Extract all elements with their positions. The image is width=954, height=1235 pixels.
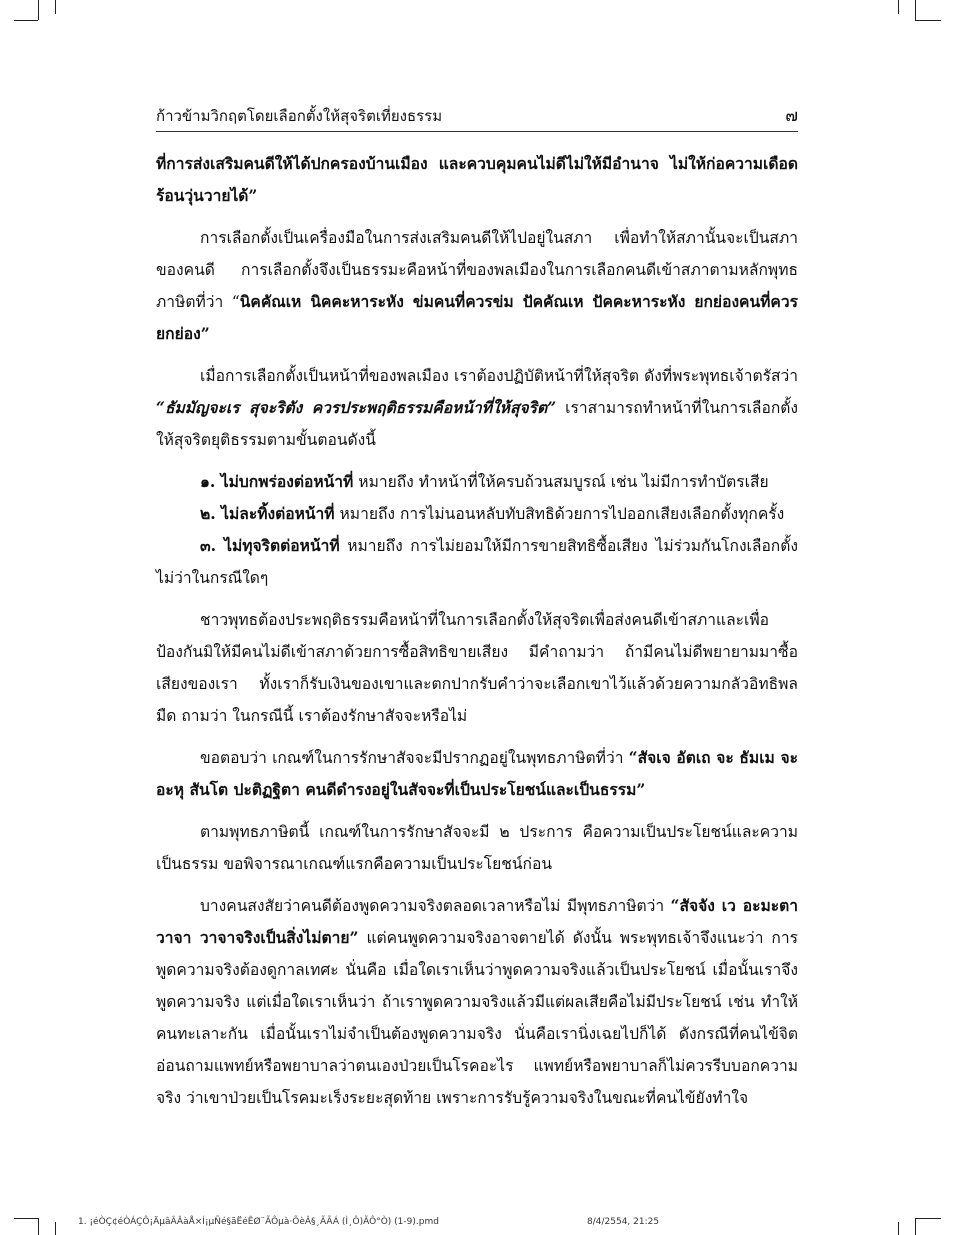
list-item-heading: ๒. ไม่ละทิ้งต่อหน้าที่: [200, 504, 335, 523]
list-item-1: [156, 466, 798, 498]
list-item-heading: ๓. ไม่ทุจริตต่อหน้าที่: [200, 536, 340, 555]
crop-mark: [915, 0, 916, 20]
paragraph-text: ขอตอบว่า เกณฑ์ในการรักษาสัจจะมีปรากฏอยู่ในพุทธภาษิตที่ว่า: [200, 749, 629, 767]
list-item-text: หมายถึง การไม่นอนหลับทับสิทธิด้วยการไปออกเสียงเลือกตั้งทุกครั้ง: [334, 505, 785, 523]
paragraph-text: การเลือกตั้งเป็นเครื่องมือในการส่งเสริมคนดีให้ไปอยู่ในสภา เพื่อทำให้สภานั้นจะเป็นสภาของคนดี การเลือกตั้งจึงเป็นธรรมะคือหน้าที่ของพลเมืองในการเลือกคนดีเข้าสภาตามหลักพุทธภาษิตที่ว่า “: [156, 229, 798, 311]
footer-date: 8/4/2554, 21:25: [587, 1217, 660, 1227]
list-item-text: หมายถึง ทำหน้าที่ให้ครบถ้วนสมบูรณ์ เช่น ไม่มีการทำบัตรเสีย: [353, 473, 769, 491]
body-text: [156, 148, 798, 1124]
footer-filename: 1. ¡éÒÇ¢éÒÁÇÔ¡ÄµâÂÂàÅ×Í¡µÑé§ãËéÊØ¨ÃÔµà·ÕèÂ§¸ÃÃÁ (Ì¸Ô)ÃÔ°Ò) (1-9).pmd: [78, 1217, 439, 1227]
bold-quote: “สัจจัง เว อะมะตา วาจา วาจาจริงเป็นสิ่งไม่ตาย”: [156, 896, 798, 947]
paragraph-7: [156, 890, 798, 1114]
crop-mark: [38, 1218, 39, 1235]
list-item-3: [156, 530, 798, 594]
paragraph-text: บางคนสงสัยว่าคนดีต้องพูดความจริงตลอดเวลาหรือไม่ มีพุทธภาษิตว่า: [200, 897, 671, 915]
crop-mark: [14, 1218, 38, 1219]
paragraph-text: ชาวพุทธต้องประพฤติธรรมคือหน้าที่ในการเลือกตั้งให้สุจริตเพื่อส่งคนดีเข้าสภาและเพื่อป้องกันมิให้มีคนไม่ดีเข้าสภาด้วยการซื้อสิทธิขายเสียง มีคำถามว่า ถ้ามีคนไม่ดีพยายามมาซื้อเสียงของเรา ทั้งเราก็รับเงินของเขาและตกปากรับคำว่าจะเลือกเขาไว้แล้วด้วยความกลัวอิทธิพลมืด ถามว่า ในกรณีนี้ เราต้องรักษาสัจจะหรือไม่: [156, 611, 798, 725]
crop-mark: [14, 20, 38, 21]
running-head: [156, 106, 798, 132]
bold-italic-quote: “ธัมมัญจะเร สุจะริตัง ควรประพฤติธรรมคือหน้าที่ให้สุจริต”: [156, 398, 557, 417]
paragraph-2: [156, 222, 798, 350]
bold-quote: ที่การส่งเสริมคนดีให้ได้ปกครองบ้านเมือง และควบคุมคนไม่ดีไม่ให้มีอำนาจ ไม่ให้ก่อความเดือดร้อนวุ่นวายได้”: [156, 154, 798, 205]
crop-mark: [55, 0, 56, 14]
page-number: ๗: [785, 106, 798, 126]
bold-quote: นิคคัณเห นิคคะหาระหัง ข่มคนที่ควรข่ม ปัคคัณเห ปัคคะหาระหัง ยกย่องคนที่ควรยกย่อง”: [156, 292, 798, 343]
crop-mark: [55, 1222, 56, 1235]
paragraph-6: [156, 816, 798, 880]
running-head-title: ก้าวข้ามวิกฤตโดยเลือกตั้งให้สุจริตเที่ยงธรรม: [156, 107, 443, 125]
crop-mark: [915, 20, 941, 21]
paragraph-text: แต่คนพูดความจริงอาจตายได้ ดังนั้น พระพุทธเจ้าจึงแนะว่า การพูดความจริงต้องดูกาลเทศะ นั่นคือ เมื่อใดเราเห็นว่าพูดความจริงแล้วเป็นประโยชน์ เมื่อนั้นเราจึงพูดความจริง แต่เมื่อใดเราเห็นว่า ถ้าเราพูดความจริงแล้วมีแต่ผลเสียคือไม่มีประโยชน์ เช่น ทำให้คนทะเลาะกัน เมื่อนั้นเราไม่จำเป็นต้องพูดความจริง นั่นคือเรานิ่งเฉยไปก็ได้ ดังกรณีที่คนไข้จิตอ่อนถามแพทย์หรือพยาบาลว่าตนเองป่วยเป็นโรคอะไร แพทย์หรือพยาบาลก็ไม่ควรรีบบอกความจริง ว่าเขาป่วยเป็นโรคมะเร็งระยะสุดท้าย เพราะการรับรู้ความจริงในขณะที่คนไข้ยังทำใจ: [156, 929, 798, 1107]
crop-mark: [915, 1218, 916, 1235]
bold-quote: “สัจเจ อัตเถ จะ ธัมเม จะ อะหุ สันโต ปะติฏฐิตา คนดีดำรงอยู่ในสัจจะที่เป็นประโยชน์และเป็นธรรม”: [156, 748, 798, 799]
paragraph-text: เมื่อการเลือกตั้งเป็นหน้าที่ของพลเมือง เราต้องปฏิบัติหน้าที่ให้สุจริต ดังที่พระพุทธเจ้าตรัสว่า: [200, 367, 798, 385]
crop-mark: [38, 0, 39, 20]
paragraph-1: [156, 148, 798, 212]
crop-mark: [898, 0, 899, 14]
crop-mark: [915, 1218, 941, 1219]
paragraph-4: [156, 604, 798, 732]
paragraph-3: [156, 360, 798, 456]
paragraph-5: [156, 742, 798, 806]
crop-mark: [898, 1222, 899, 1235]
list-item-2: [156, 498, 798, 530]
list-item-heading: ๑. ไม่บกพร่องต่อหน้าที่: [200, 472, 354, 491]
paragraph-text: เราสามารถทำหน้าที่ในการเลือกตั้งให้สุจริตยุติธรรมตามขั้นตอนดังนี้: [156, 399, 798, 449]
paragraph-text: ตามพุทธภาษิตนี้ เกณฑ์ในการรักษาสัจจะมี ๒ ประการ คือความเป็นประโยชน์และความเป็นธรรม ขอพิจารณาเกณฑ์แรกคือความเป็นประโยชน์ก่อน: [156, 823, 798, 873]
list-item-text: หมายถึง การไม่ยอมให้มีการขายสิทธิซื้อเสียง ไม่ร่วมกันโกงเลือกตั้งไม่ว่าในกรณีใดๆ: [156, 537, 798, 587]
